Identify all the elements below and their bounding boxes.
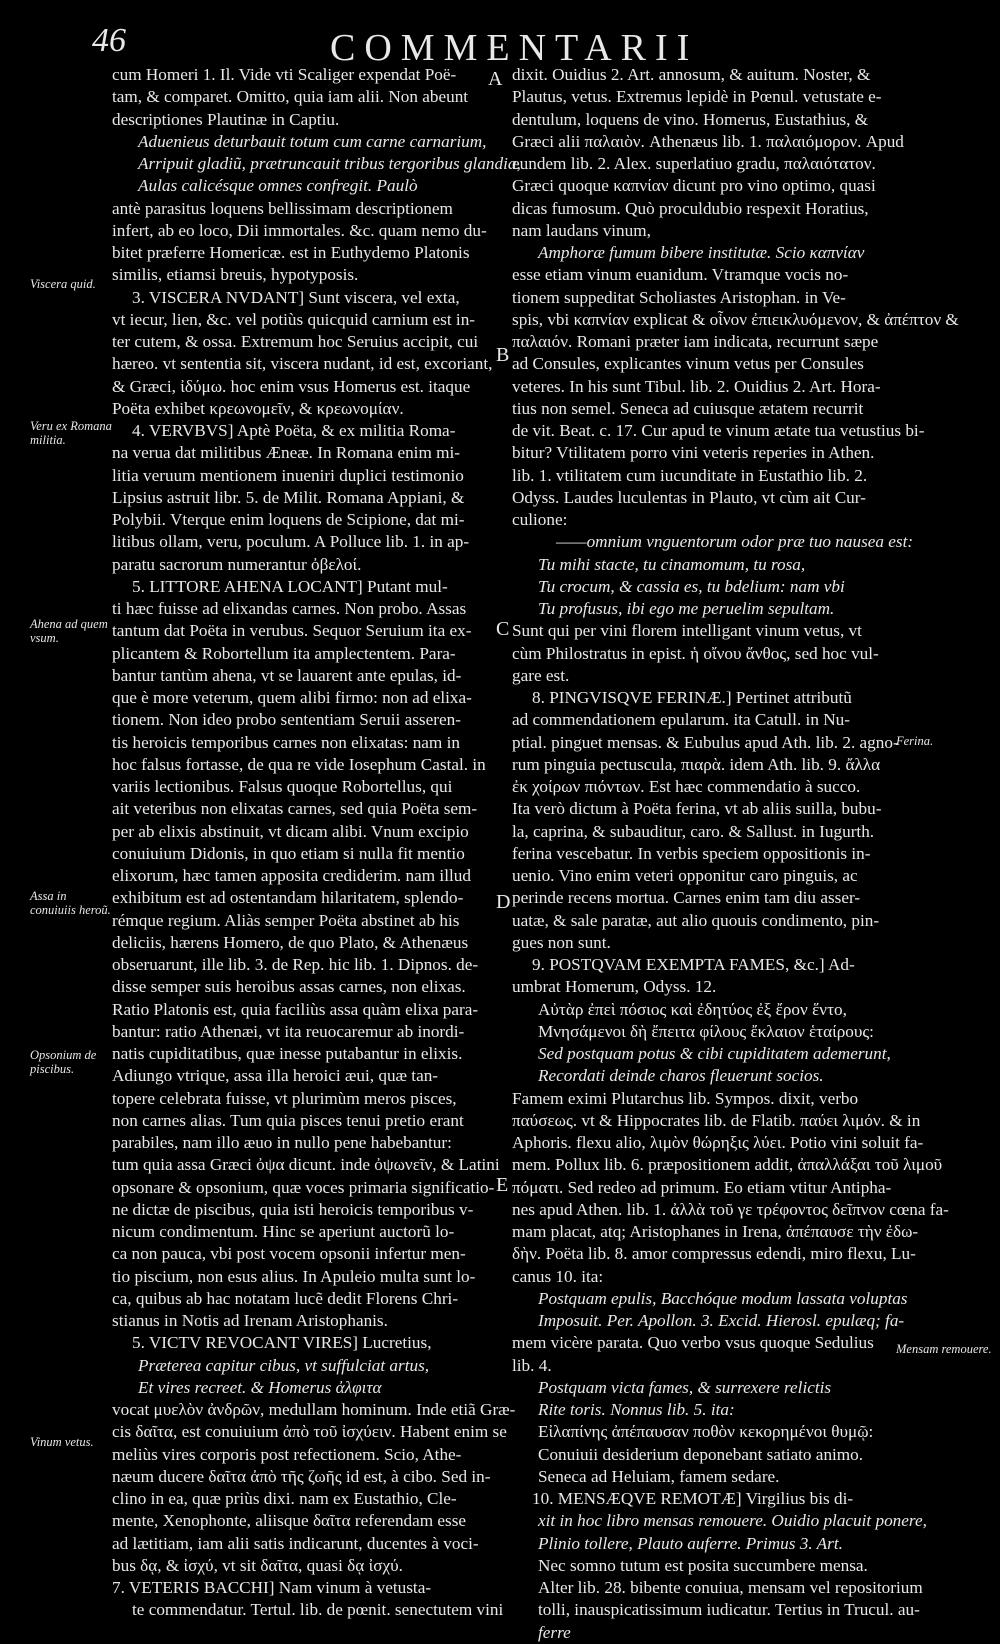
- text-line: Tu crocum, & cassia es, tu bdelium: nam vbi: [538, 576, 845, 596]
- text-line: Plinio tollere, Plauto auferre. Primus 3. Art.: [538, 1533, 843, 1553]
- text-line: culione:: [512, 510, 568, 529]
- text-line: Aphoris. flexu alio, λιμὸν θώρηξις λύει. Potio vini soluit fa-: [512, 1133, 924, 1152]
- text-line: dicas fumosum. Quò proculdubio respexit Horatius,: [512, 198, 869, 218]
- text-line: 10. MENSÆQVE REMOTÆ] Virgilius bis di-: [532, 1489, 854, 1508]
- text-line: 3. VISCERA NVDANT] Sunt viscera, vel exta,: [132, 287, 460, 307]
- text-line: ad commendationem epularum. ita Catull. in Nu-: [512, 710, 850, 730]
- text-line: vocat μυελὸν ἀνδρῶν, medullam hominum. Inde etiã Græ-: [112, 1400, 516, 1419]
- text-line: te commendatur. Tertul. lib. de pœnit. senectutem vini: [132, 1600, 504, 1620]
- text-line: Aduenieus deturbauit totum cum carne carnarium,: [138, 131, 487, 151]
- text-line: Postquam victa fames, & surrexere relictis: [538, 1377, 832, 1397]
- text-line: per ab elixis abstinuit, vt dicam alibi. Vnum excipio: [112, 821, 469, 841]
- text-line: bantur tantùm ahena, vt se lauarent ante epulas, id-: [112, 665, 462, 685]
- text-line: ferina vescebatur. In verbis speciem oppositionis in-: [512, 843, 871, 863]
- text-line: Alter lib. 28. bibente conuiua, mensam vel repositorium: [538, 1578, 923, 1597]
- text-line: deliciis, hærens Homero, de quo Plato, & Athenæus: [112, 932, 469, 952]
- text-line: cis δαῖτα, est conuiuium ἀπὸ τοῦ ἰσχύειν. Habent enim se: [112, 1422, 507, 1442]
- left-column: [112, 64, 521, 1622]
- text-line: nam laudans vinum,: [512, 220, 651, 240]
- text-line: tius non semel. Seneca ad cuiusque ætatem recurrit: [512, 398, 864, 418]
- text-line: tam, & comparet. Omitto, quia iam alii. Non abeunt: [112, 87, 469, 107]
- text-line: topere celebrata fuisse, vt plurimùm meros pisces,: [112, 1088, 457, 1108]
- text-line: mem. Pollux lib. 6. præpositionem addit, ἀπαλλάξαι τοῦ λιμοῦ: [512, 1155, 943, 1175]
- text-line: similis, etiamsi breuis, hypotyposis.: [112, 265, 359, 285]
- text-line: Græci alii παλαιὸν. Athenæus lib. 1. παλαιόμορον. Apud: [512, 131, 904, 151]
- text-line: xit in hoc libro mensas remouere. Ouidio placuit ponere,: [538, 1511, 927, 1531]
- page-number: 46: [92, 22, 126, 59]
- text-line: veteres. In his sunt Tibul. lib. 2. Ouidius 2. Art. Hora-: [512, 376, 881, 396]
- text-line: Odyss. Laudes luculentas in Plauto, vt cùm ait Cur-: [512, 487, 866, 507]
- text-line: Nec somno tutum est posita succumbere mensa.: [538, 1555, 868, 1575]
- text-line: gues non sunt.: [512, 932, 611, 952]
- text-line: bitet præferre Homericæ. est in Euthydemo Platonis: [112, 243, 470, 262]
- text-line: tolli, inauspicatissimum iudicatur. Tertius in Trucul. au-: [538, 1600, 920, 1620]
- margin-note: Ferina.: [896, 734, 934, 748]
- text-line: ca non pauca, vbi post vocem opsonii infertur men-: [112, 1244, 466, 1264]
- text-line: opsonare & opsonium, quæ voces primaria significatio-: [112, 1177, 495, 1197]
- text-line: perinde recens mortua. Carnes enim tam diu asser-: [512, 888, 861, 908]
- text-line: ad Consules, explicantes vinum vetus per Consules: [512, 354, 864, 374]
- margin-note: Viscera quid.: [30, 277, 96, 291]
- margin-note: Opsonium de piscibus.: [30, 1048, 97, 1076]
- text-line: lib. 4.: [512, 1355, 552, 1375]
- text-line: Præterea capitur cibus, vt suffulciat artus,: [138, 1355, 430, 1375]
- text-line: Imposuit. Per. Apollon. 3. Excid. Hierosl. epulæq; fa-: [538, 1311, 905, 1330]
- text-line: 9. POSTQVAM EXEMPTA FAMES, &c.] Ad-: [532, 955, 855, 974]
- text-line: uatæ, & sale paratæ, aut alio quouis condimento, pin-: [512, 910, 880, 930]
- text-line: tantum dat Poëta in verubus. Sequor Seruium ita ex-: [112, 621, 472, 641]
- text-line: ne dictæ de piscibus, quia isti heroicis temporibus v-: [112, 1199, 474, 1219]
- text-line: tis heroicis temporibus carnes non elixatas: nam in: [112, 732, 460, 752]
- text-line: Αὐτὰρ ἐπεὶ πόσιος καὶ ἐδητύος ἐξ ἔρον ἕντο,: [538, 999, 847, 1019]
- text-line: Poëta exhibet κρεωνομεῖν, & κρεωνομίαν.: [112, 398, 404, 418]
- text-line: Sunt qui per vini florem intelligant vinum vetus, vt: [512, 621, 862, 641]
- text-line: disse semper suis heroibus assas carnes, non elixas.: [112, 977, 466, 997]
- text-line: antè parasitus loquens bellissimam descriptionem: [112, 198, 453, 218]
- text-line: 5. LITTORE AHENA LOCANT] Putant mul-: [132, 576, 448, 596]
- text-line: ptial. pinguet mensas. & Eubulus apud Ath. lib. 2. agno-: [512, 732, 899, 752]
- text-line: Conuiuii desiderium deponebant satiato animo.: [538, 1444, 864, 1464]
- text-line: ferre: [538, 1622, 571, 1642]
- text-line: ca, quibus ab hac notatam lucẽ dedit Florens Chri-: [112, 1288, 459, 1308]
- text-line: litia veruum mentionem inueniri duplici testimonio: [112, 465, 464, 485]
- text-line: rémque regium. Aliàs semper Poëta abstinet ab his: [112, 910, 460, 930]
- text-line: dixit. Ouidius 2. Art. annosum, & auitum. Noster, &: [512, 65, 871, 84]
- text-line: Μνησάμενοι δὴ ἔπειτα φίλους ἔκλαιον ἑταίρους:: [538, 1021, 874, 1041]
- text-line: bantur: ratio Athenæi, vt ita reuocaremur ab inordi-: [112, 1021, 465, 1041]
- text-line: dentulum, loquens de vino. Homerus, Eustathius, &: [512, 109, 869, 129]
- text-line: na verua dat militibus Æneæ. In Romana enim mi-: [112, 443, 460, 463]
- text-line: Plautus, vetus. Extremus lepidè in Pœnul. vetustate e-: [512, 87, 882, 107]
- text-line: ti hæc fuisse ad elixandas carnes. Non probo. Assas: [112, 599, 467, 618]
- text-line: πόματι. Sed redeo ad primum. Eo etiam vtitur Antipha-: [512, 1177, 892, 1197]
- section-letter: C: [496, 618, 510, 640]
- text-line: Et vires recreet. & Homerus ἀλφιτα: [138, 1377, 382, 1397]
- text-line: bus δᾳ, & ἰσχύ, vt sit δαῖτα, quasi δᾳ ἰσχύ.: [112, 1555, 403, 1575]
- text-line: bitur? Vtilitatem porro vini veteris reperies in Athen.: [512, 443, 875, 463]
- text-line: variis lectionibus. Falsus quoque Robortellus, qui: [112, 777, 453, 796]
- text-line: Seneca ad Heluiam, famem sedare.: [538, 1466, 780, 1486]
- text-line: 5. VICTV REVOCANT VIRES] Lucretius,: [132, 1333, 432, 1353]
- text-line: Amphoræ fumum bibere institutæ. Scio καπνίαν: [538, 243, 865, 262]
- text-line: lib. 1. vtilitatem cum iucunditate in Eustathio lib. 2.: [512, 465, 868, 485]
- text-line: canus 10. ita:: [512, 1266, 604, 1286]
- text-line: δὴν. Poëta lib. 8. amor compressus edendi, miro flexu, Lu-: [512, 1244, 916, 1264]
- text-line: ——omnium vnguentorum odor præ tuo nausea est:: [556, 532, 914, 552]
- text-line: παύσεως. vt & Hippocrates lib. de Flatib. παύει λιμόν. & in: [512, 1110, 921, 1130]
- text-line: plicantem & Robortellum ita amplectentem. Para-: [112, 643, 456, 663]
- text-line: parabiles, nam illo æuo in nullo pene habebantur:: [112, 1133, 452, 1152]
- text-line: paratu sacrorum numerantur ὀβελοί.: [112, 554, 362, 574]
- text-line: elixorum, hæc tamen apposita crediderim. nam illud: [112, 866, 471, 885]
- text-line: & Græci, ἰδύμω. hoc enim vsus Homerus est. itaque: [112, 376, 471, 396]
- text-line: cum Homeri 1. Il. Vide vti Scaliger expendat Poë-: [112, 65, 457, 84]
- text-line: Ita verò dictum à Poëta ferina, vt ab aliis suilla, bubu-: [512, 799, 882, 819]
- text-line: ἐκ χοίρων πιόντων. Est hæc commendatio à succo.: [512, 777, 861, 796]
- text-line: Adiungo vtrique, assa illa heroici æui, quæ tan-: [112, 1066, 439, 1086]
- text-line: tionem. Non ideo probo sententiam Seruii asseren-: [112, 710, 461, 730]
- text-line: tionem suppeditat Scholiastes Aristophan. in Ve-: [512, 287, 846, 307]
- text-line: vt iecur, lien, &c. vel potiùs quicquid carnium est in-: [112, 309, 476, 329]
- margin-note: Vinum vetus.: [30, 1435, 94, 1449]
- text-line: clino in ea, quæ priùs dixi. nam ex Eustathio, Cle-: [112, 1489, 457, 1508]
- text-line: tum quia assa Græci ὀψα dicunt. inde ὀψωνεῖν, & Latini: [112, 1155, 500, 1175]
- text-line: litibus ollam, veru, poculum. A Polluce lib. 1. in ap-: [112, 532, 470, 552]
- text-line: næum ducere δαῖτα ἀπὸ τῆς ζωῆς id est, à cibo. Sed in-: [112, 1466, 491, 1486]
- text-line: hæreo. vt sententia sit, viscera nudant, id est, excoriant,: [112, 354, 493, 374]
- text-line: Rite toris. Nonnus lib. 5. ita:: [538, 1400, 735, 1419]
- text-line: Polybii. Vterque enim loquens de Scipione, dat mi-: [112, 510, 465, 529]
- text-line: eundem lib. 2. Alex. superlatiuo gradu, παλαιότατον.: [512, 154, 876, 173]
- text-line: nicum condimentum. Hinc se aperiunt auctorũ lo-: [112, 1222, 455, 1241]
- text-line: de vit. Beat. c. 17. Cur apud te vinum ætate tua vetustius bi-: [512, 421, 925, 440]
- text-line: umbrat Homerum, Odyss. 12.: [512, 977, 717, 997]
- text-line: Sed postquam potus & cibi cupiditatem ademerunt,: [538, 1044, 891, 1063]
- text-line: ad lætitiam, iam alii satis indicarunt, ducentes à voci-: [112, 1533, 479, 1553]
- text-line: παλαιόν. Romani præter iam indicata, recurrunt sæpe: [512, 332, 879, 351]
- text-line: spis, vbi καπνίαν explicat & οἶνον ἐπιεικλυόμενον, & ἀπέπτον &: [512, 309, 959, 329]
- text-line: cùm Philostratus in epist. ἡ οἴνου ἄνθος, sed hoc vul-: [512, 643, 879, 663]
- text-line: Famem eximi Plutarchus lib. Sympos. dixit, verbo: [512, 1088, 859, 1108]
- text-line: Tu profusus, ibi ego me peruelim sepultam.: [538, 599, 835, 618]
- text-line: stianus in Notis ad Irenam Aristophanis.: [112, 1311, 388, 1330]
- text-line: mam placat, atq; Aristophanes in Irena, ἀπέπαυσε τὴν ἐδω-: [512, 1222, 919, 1241]
- section-letter: D: [496, 891, 511, 913]
- text-line: meliùs vires corporis post refectionem. Scio, Athe-: [112, 1444, 462, 1464]
- text-line: 8. PINGVISQVE FERINÆ.] Pertinet attributũ: [532, 688, 852, 707]
- section-letter: A: [488, 68, 503, 90]
- text-line: Arripuit gladiũ, prætruncauit tribus tergoribus glandia,: [138, 154, 521, 173]
- text-line: uenio. Vino enim veteri opponitur caro pinguis, ac: [512, 866, 858, 885]
- text-line: tio piscium, non esus alius. In Apuleio multa sunt lo-: [112, 1266, 476, 1286]
- text-line: Tu mihi stacte, tu cinamomum, tu rosa,: [538, 554, 806, 574]
- text-line: exhibitum est ad ostentandam hilaritatem, splendo-: [112, 888, 464, 908]
- text-line: Ratio Platonis est, quia faciliùs assa quàm elixa para-: [112, 999, 479, 1019]
- text-line: esse etiam vinum euanidum. Vtramque vocis no-: [512, 265, 849, 285]
- text-line: conuiuium Didonis, in quo etiam si nulla fit mentio: [112, 843, 465, 863]
- text-line: mem vicère parata. Quo verbo vsus quoque Sedulius: [512, 1333, 874, 1353]
- text-line: natis cupiditatibus, quæ inesse putabantur in elixis.: [112, 1044, 463, 1063]
- text-line: descriptiones Plautinæ in Captiu.: [112, 109, 340, 129]
- margin-note: Mensam remouere.: [896, 1342, 992, 1356]
- text-line: infert, ab eo loco, Dii immortales. &c. quam nemo du-: [112, 220, 487, 240]
- text-line: que è more veterum, quem alibi firmo: non ad elixa-: [112, 688, 472, 707]
- text-line: Lipsius astruit libr. 5. de Milit. Romana Appiani, &: [112, 487, 465, 507]
- text-line: ait veteribus non elixatas carnes, sed quia Poëta sem-: [112, 799, 478, 819]
- text-line: rum pinguia pectuscula, πιαρὰ. idem Ath. lib. 9. ἄλλα: [512, 754, 881, 774]
- text-line: gare est.: [512, 665, 570, 685]
- text-line: ter cutem, & ossa. Extremum hoc Seruius accipit, cui: [112, 332, 479, 351]
- running-head: COMMENTARII: [330, 27, 699, 69]
- text-line: nes apud Athen. lib. 1. ἀλλὰ τοῦ γε τρέφοντος δεῖπνον cœna fa-: [512, 1199, 949, 1219]
- text-line: Recordati deinde charos fleuerunt socios.: [538, 1066, 824, 1086]
- section-letter: E: [496, 1174, 509, 1196]
- section-letter: B: [496, 344, 510, 366]
- text-line: obseruarunt, ille lib. 3. de Rep. hic lib. 1. Dipnos. de-: [112, 955, 479, 974]
- text-line: 7. VETERIS BACCHI] Nam vinum à vetusta-: [112, 1578, 432, 1597]
- text-line: Εἰλαπίνης ἀπέπαυσαν ποθὸν κεκορημένοι θυμῷ:: [538, 1422, 874, 1442]
- margin-note: Ahena ad quem vsum.: [30, 617, 108, 645]
- margin-note: Veru ex Romana militia.: [30, 419, 112, 447]
- text-line: mente, Xenophonte, aliisque δαῖτα referendam esse: [112, 1511, 467, 1531]
- text-line: Græci quoque καπνίαν dicunt pro vino optimo, quasi: [512, 176, 876, 196]
- margin-note: Assa in conuiuiis heroũ.: [30, 889, 111, 917]
- text-line: non carnes alias. Tum quia pisces tenui pretio erant: [112, 1110, 464, 1130]
- text-line: hoc falsus fortasse, de qua re vide Iosephum Castal. in: [112, 754, 486, 774]
- text-line: Postquam epulis, Bacchóque modum lassata voluptas: [538, 1288, 908, 1308]
- text-line: Aulas calicésque omnes confregit. Paulò: [138, 176, 418, 196]
- text-line: la, caprina, & subauditur, caro. & Sallust. in Iugurth.: [512, 821, 875, 841]
- text-line: 4. VERVBVS] Aptè Poëta, & ex militia Roma-: [132, 421, 456, 440]
